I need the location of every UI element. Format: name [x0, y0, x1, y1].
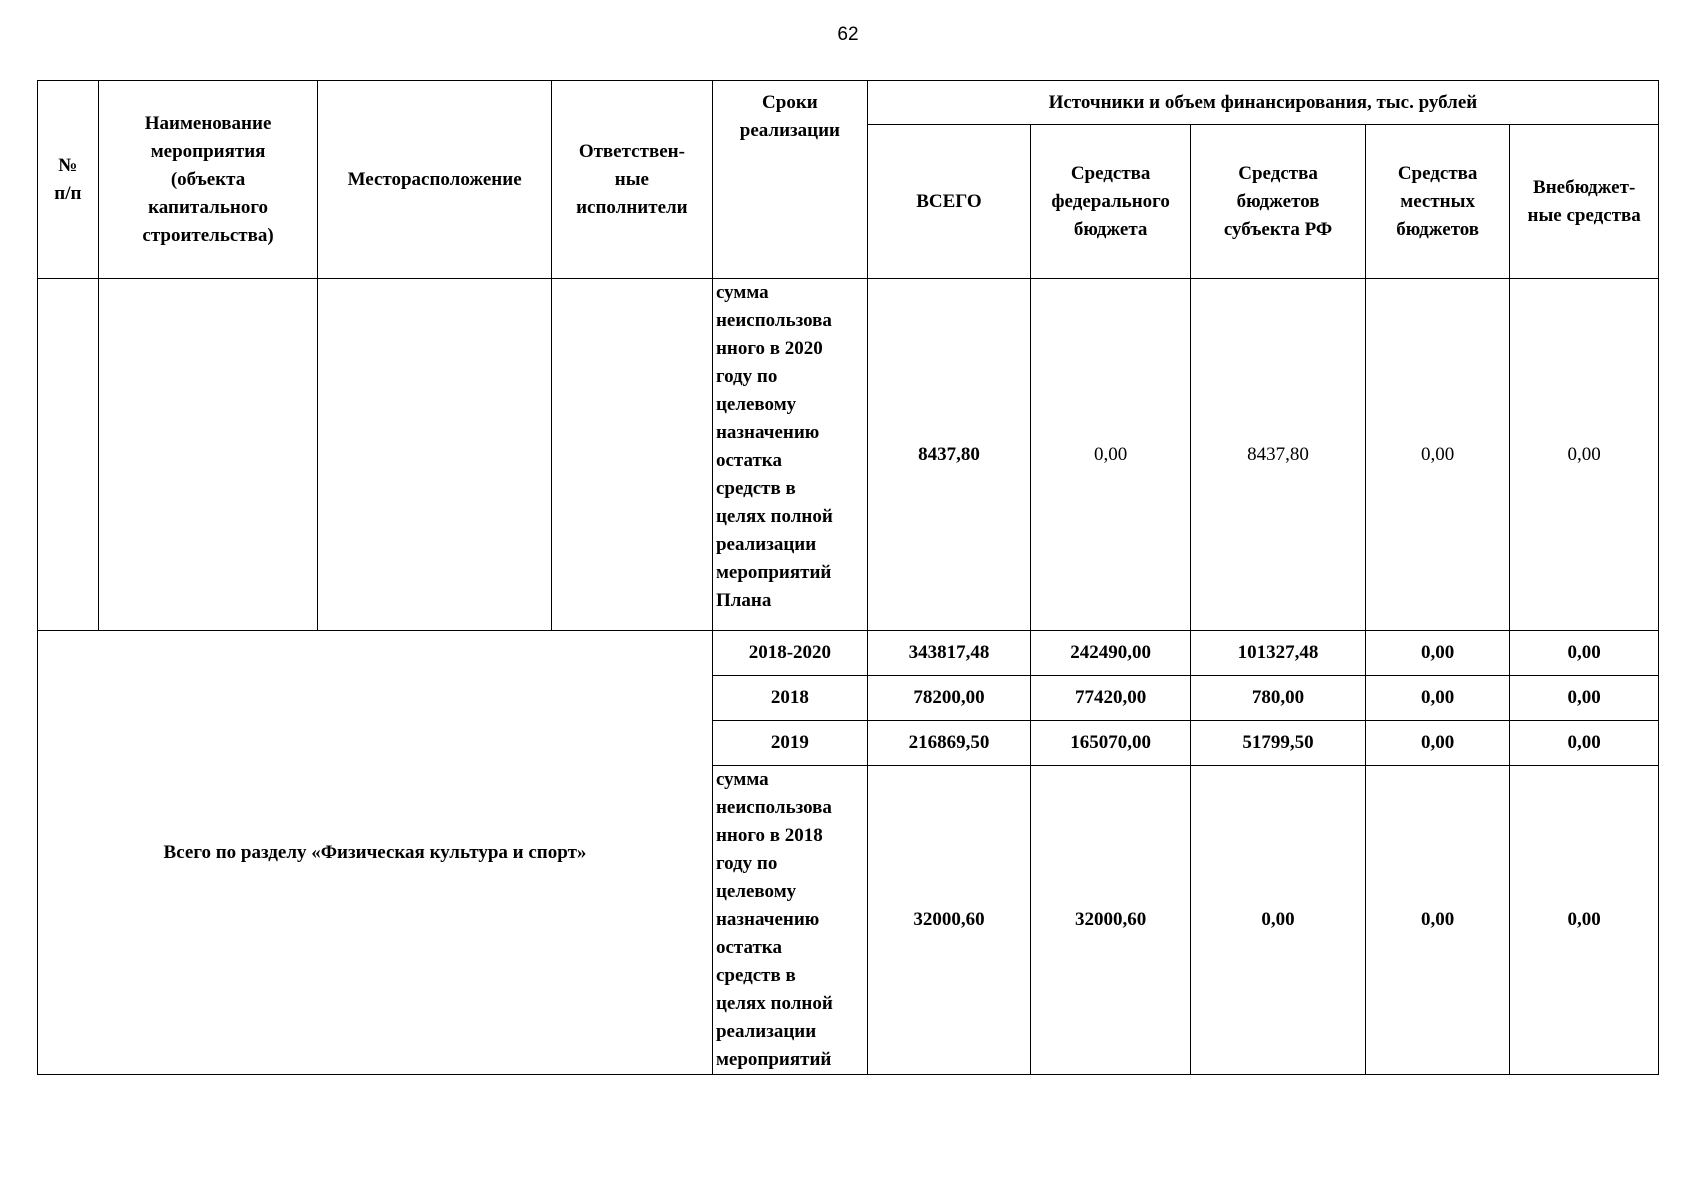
cell-federal: 0,00 — [1031, 279, 1191, 631]
cell-extra: 0,00 — [1510, 721, 1659, 766]
cell-responsible — [551, 279, 712, 631]
cell-regional: 780,00 — [1191, 676, 1366, 721]
cell-total: 78200,00 — [867, 676, 1030, 721]
header-local: Средства местных бюджетов — [1365, 125, 1509, 279]
header-extra: Внебюджет- ные средства — [1510, 125, 1659, 279]
page-number: 62 — [837, 24, 859, 45]
header-sources-title: Источники и объем финансирования, тыс. рублей — [867, 81, 1658, 125]
cell-term: 2018-2020 — [712, 631, 867, 676]
cell-term: 2018 — [712, 676, 867, 721]
header-row-1 — [38, 81, 1659, 125]
header-regional: Средства бюджетов субъекта РФ — [1191, 125, 1366, 279]
section-total-label: Всего по разделу «Физическая культура и спорт» — [38, 631, 713, 1075]
cell-extra: 0,00 — [1510, 279, 1659, 631]
cell-regional: 51799,50 — [1191, 721, 1366, 766]
header-total: ВСЕГО — [867, 125, 1030, 279]
cell-term-unused-2020: сумма неиспользова нного в 2020 году по целевому назначению остатка средств в целях полной реализации мероприятий Плана — [712, 279, 867, 631]
header-terms: Сроки реализации — [712, 81, 867, 279]
cell-extra: 0,00 — [1510, 676, 1659, 721]
cell-extra: 0,00 — [1510, 631, 1659, 676]
header-federal: Средства федерального бюджета — [1031, 125, 1191, 279]
cell-term-unused-2018: сумма неиспользова нного в 2018 году по целевому назначению остатка средств в целях полной реализации мероприятий — [712, 766, 867, 1075]
header-location: Месторасположение — [318, 81, 551, 279]
cell-total: 343817,48 — [867, 631, 1030, 676]
cell-local: 0,00 — [1365, 279, 1509, 631]
table-row-total-2018-2020 — [38, 631, 1659, 676]
header-responsible: Ответствен- ные исполнители — [551, 81, 712, 279]
cell-regional: 0,00 — [1191, 766, 1366, 1075]
cell-total: 32000,60 — [867, 766, 1030, 1075]
cell-local: 0,00 — [1365, 721, 1509, 766]
header-num: № п/п — [38, 81, 99, 279]
cell-extra: 0,00 — [1510, 766, 1659, 1075]
cell-term: 2019 — [712, 721, 867, 766]
cell-federal: 77420,00 — [1031, 676, 1191, 721]
cell-name — [98, 279, 318, 631]
cell-total: 8437,80 — [867, 279, 1030, 631]
cell-federal: 165070,00 — [1031, 721, 1191, 766]
cell-federal: 32000,60 — [1031, 766, 1191, 1075]
header-name: Наименование мероприятия (объекта капитального строительства) — [98, 81, 318, 279]
cell-local: 0,00 — [1365, 766, 1509, 1075]
cell-local: 0,00 — [1365, 631, 1509, 676]
cell-regional: 101327,48 — [1191, 631, 1366, 676]
cell-local: 0,00 — [1365, 676, 1509, 721]
cell-location — [318, 279, 551, 631]
cell-federal: 242490,00 — [1031, 631, 1191, 676]
financing-table — [37, 80, 1659, 1075]
cell-regional: 8437,80 — [1191, 279, 1366, 631]
table-row-continuation — [38, 279, 1659, 631]
cell-num — [38, 279, 99, 631]
cell-total: 216869,50 — [867, 721, 1030, 766]
